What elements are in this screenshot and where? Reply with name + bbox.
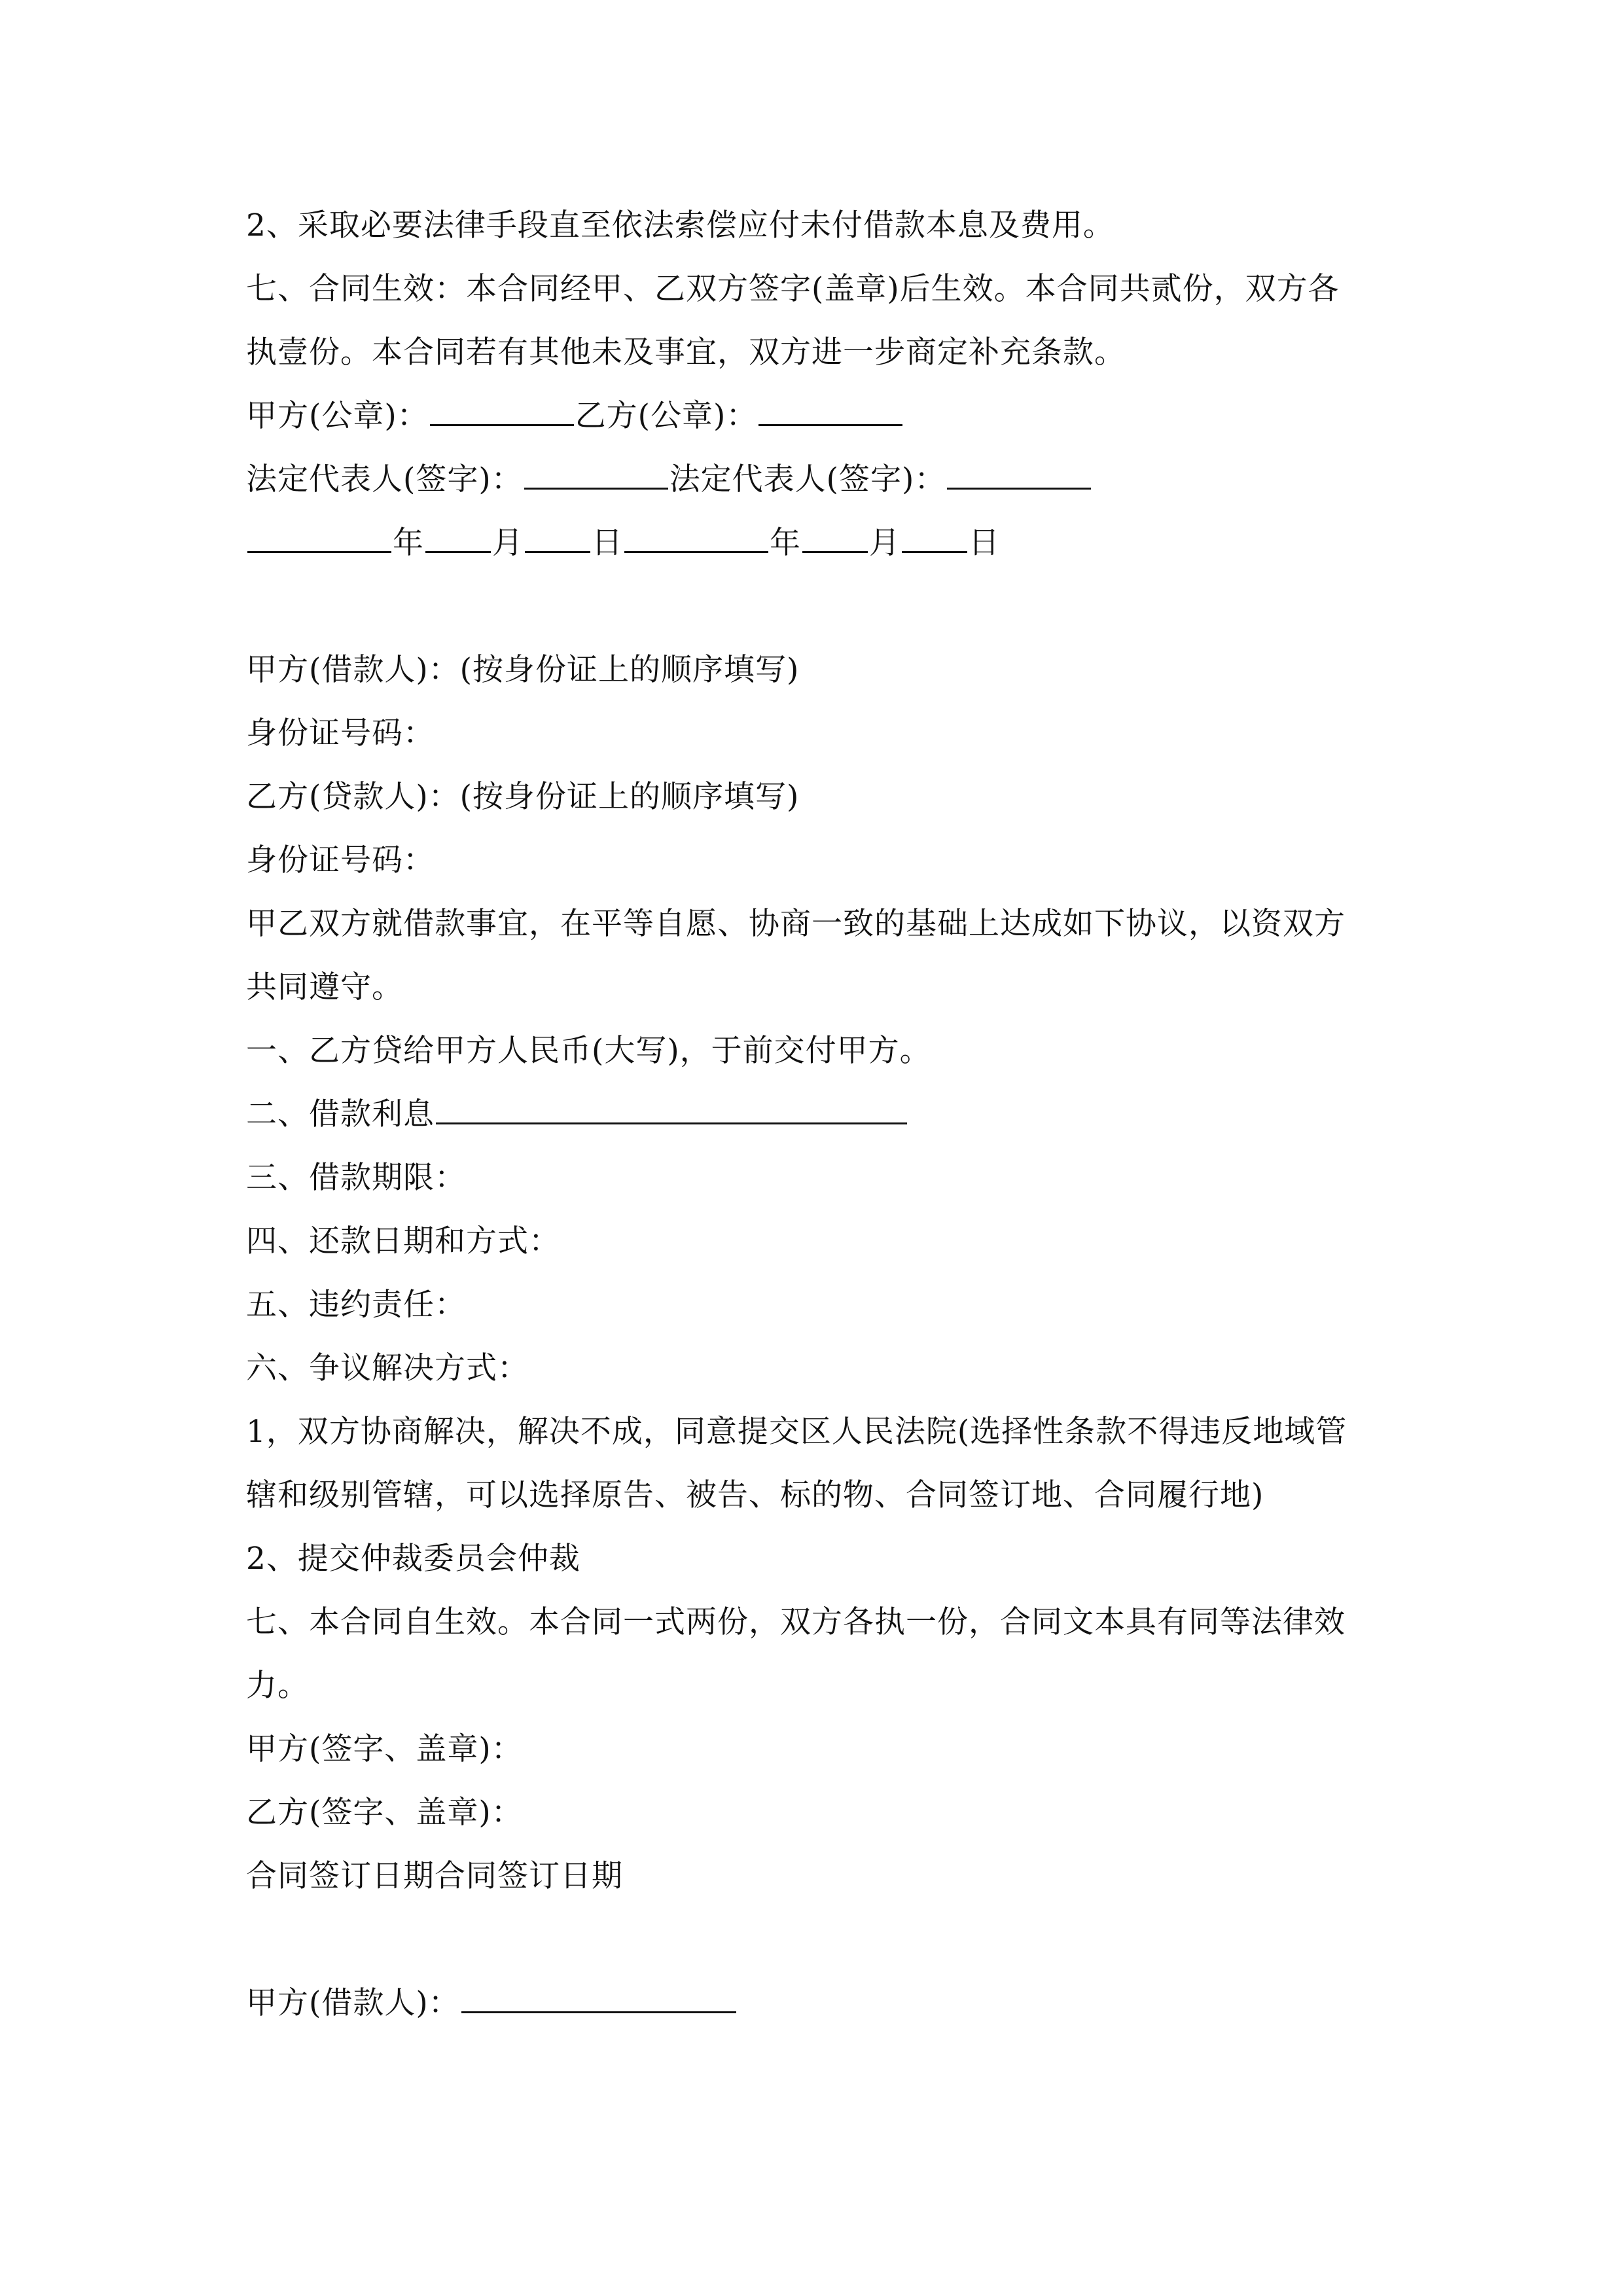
day-blank-b [902,525,967,553]
rep-b-label: 法定代表人(签字)： [669,461,946,497]
clause-line: 1，双方协商解决，解决不成，同意提交区人民法院(选择性条款不得违反地域管 [246,1414,1347,1450]
party-b-seal-label: 乙方(公章)： [575,398,758,434]
clause-line: 合同签订日期合同签订日期 [246,1858,623,1894]
clause-line: 乙方(签字、盖章)： [246,1795,523,1831]
final-sign-blank [461,1985,736,2013]
clause-line: 甲方(签字、盖章)： [246,1731,523,1767]
clause-line: 六、争议解决方式： [246,1350,529,1386]
interest-row [246,1083,1385,1146]
clause-line: 乙方(贷款人)：(按身份证上的顺序填写) [246,779,800,815]
interest-blank [436,1096,907,1124]
clause-line: 甲方(借款人)：(按身份证上的顺序填写) [246,652,800,688]
clause-line: 2、采取必要法律手段直至依法索偿应付未付借款本息及费用。 [246,207,1115,243]
clause-line: 一、乙方贷给甲方人民币(大写)，于前交付甲方。 [246,1033,931,1069]
clause-line: 辖和级别管辖，可以选择原告、被告、标的物、合同签订地、合同履行地) [246,1477,1264,1513]
rep-a-label: 法定代表人(签字)： [246,461,523,497]
month-label-b: 月 [869,525,901,561]
month-blank-b [802,525,868,553]
party-b-seal-blank [758,398,902,426]
rep-a-blank [524,461,668,490]
month-blank-a [425,525,491,553]
year-label-a: 年 [393,525,424,561]
clause-line: 七、本合同自生效。本合同一式两份，双方各执一份，合同文本具有同等法律效 [246,1604,1346,1640]
date-row [246,511,1385,575]
month-label-a: 月 [492,525,524,561]
representative-signature-row [246,448,1385,511]
interest-label: 二、借款利息 [246,1096,435,1132]
clause-line: 五、违约责任： [246,1287,466,1323]
final-signature-row [246,1971,1385,2035]
clause-line: 四、还款日期和方式： [246,1223,560,1259]
party-a-seal-label: 甲方(公章)： [246,398,429,434]
clause-line: 执壹份。本合同若有其他未及事宜，双方进一步商定补充条款。 [246,334,1126,370]
seal-signature-row [246,384,1385,448]
document-body [246,194,1385,2035]
section-spacer [246,575,1385,638]
section-spacer [246,1908,1385,1971]
clause-line: 身份证号码： [246,715,435,751]
day-label-a: 日 [592,525,623,561]
clause-line: 力。 [246,1668,309,1704]
clause-line: 共同遵守。 [246,969,403,1005]
clause-line: 2、提交仲裁委员会仲裁 [246,1541,580,1577]
day-label-b: 日 [969,525,1000,561]
party-a-seal-blank [430,398,574,426]
year-label-b: 年 [770,525,801,561]
clause-line: 身份证号码： [246,842,435,878]
day-blank-a [525,525,590,553]
clause-line: 七、合同生效：本合同经甲、乙双方签字(盖章)后生效。本合同共贰份，双方各 [246,271,1340,307]
clause-line: 甲乙双方就借款事宜，在平等自愿、协商一致的基础上达成如下协议，以资双方 [246,906,1346,942]
year-blank-a [247,525,391,553]
clause-line: 三、借款期限： [246,1160,466,1196]
year-blank-b [624,525,768,553]
rep-b-blank [947,461,1091,490]
final-sign-label: 甲方(借款人)： [246,1985,460,2021]
